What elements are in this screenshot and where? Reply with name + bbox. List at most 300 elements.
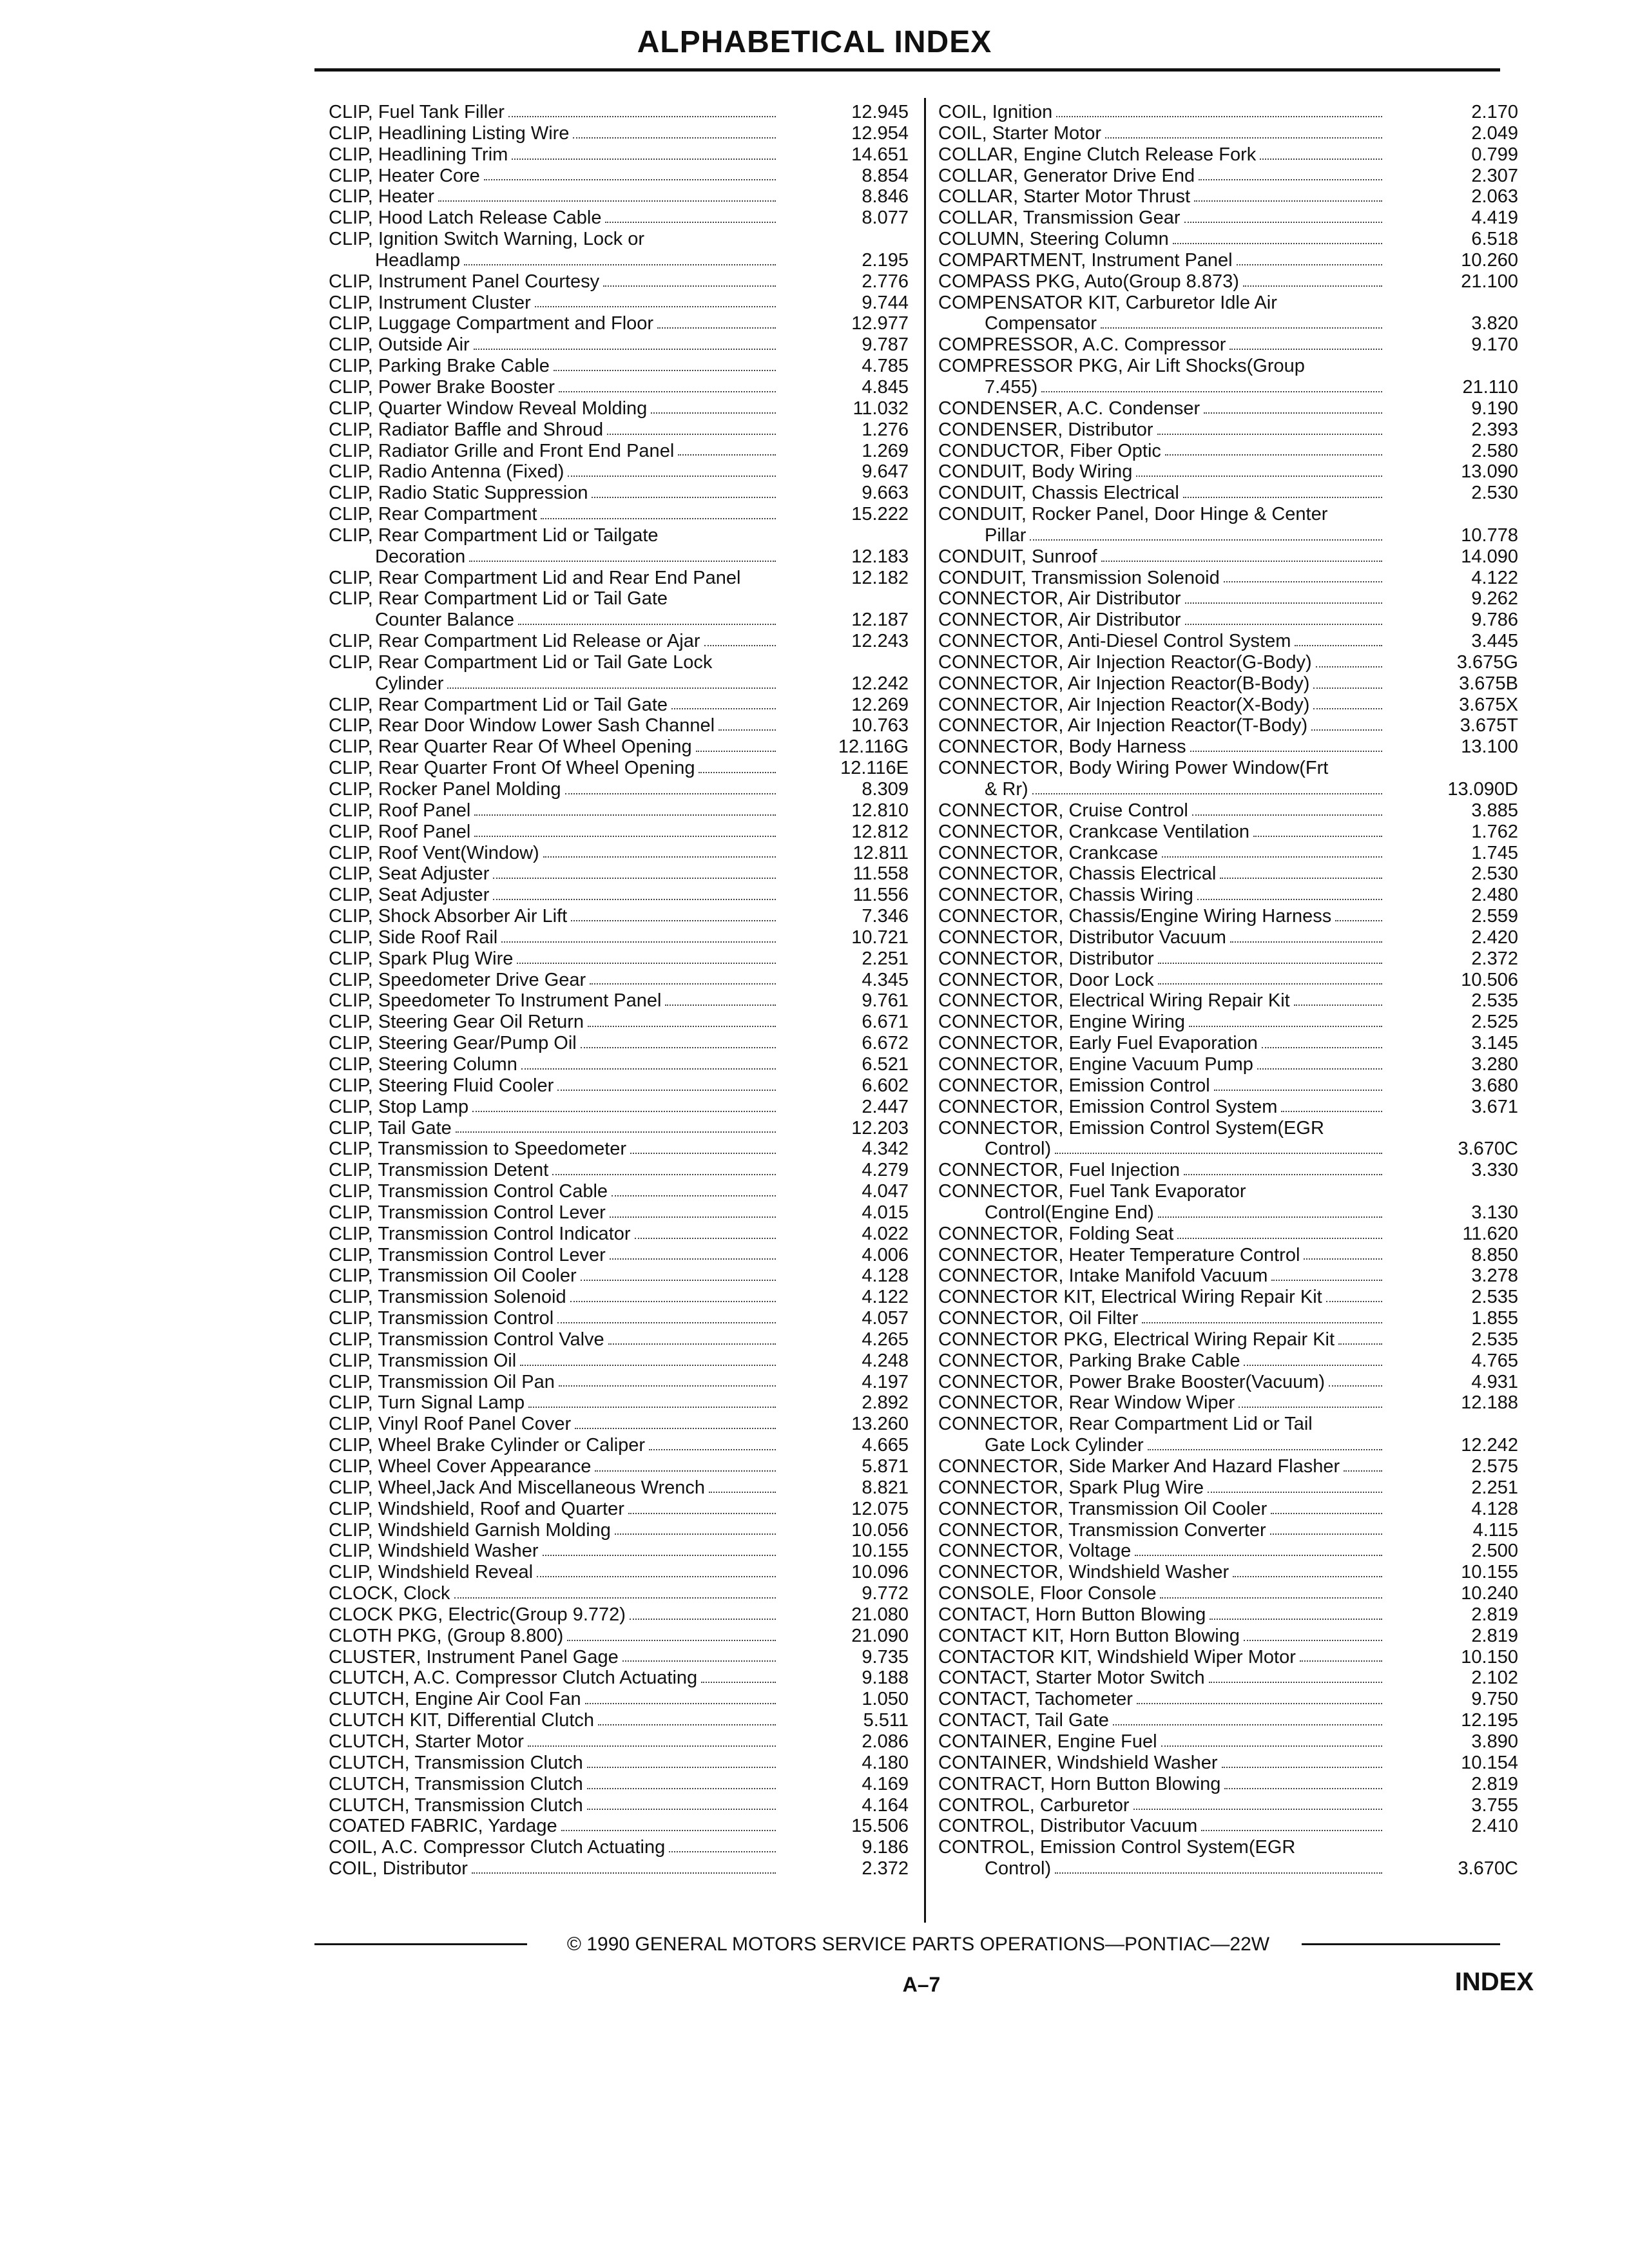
entry-reference-number: 1.745 (1471, 842, 1518, 863)
dot-leader (474, 835, 776, 837)
entry-reference-number: 6.671 (862, 1012, 909, 1033)
index-entry (938, 1816, 1518, 1837)
entry-reference-number: 11.620 (1462, 1223, 1518, 1244)
entry-description: CONNECTOR, Chassis/Engine Wiring Harness (938, 906, 1332, 927)
entry-description: CLIP, Ignition Switch Warning, Lock or (329, 229, 645, 250)
dot-leader (1281, 1110, 1382, 1112)
dot-leader (1222, 1766, 1383, 1768)
entry-reference-number: 21.100 (1461, 271, 1518, 292)
entry-reference-number: 2.530 (1471, 863, 1518, 885)
index-entry (938, 271, 1518, 293)
entry-reference-number: 2.535 (1471, 1329, 1518, 1350)
entry-description: CLIP, Radiator Baffle and Shroud (329, 419, 604, 440)
entry-reference-number: 9.262 (1471, 588, 1518, 610)
dot-leader (1177, 1237, 1382, 1239)
entry-reference-number: 4.765 (1471, 1350, 1518, 1371)
entry-description: CLIP, Seat Adjuster (329, 863, 490, 885)
dot-leader (561, 1829, 776, 1831)
dot-leader (1224, 581, 1382, 582)
dot-leader (520, 1364, 776, 1366)
entry-reference-number: 3.890 (1471, 1731, 1518, 1752)
dot-leader (1208, 1491, 1382, 1493)
entry-description: CONTROL, Carburetor (938, 1794, 1130, 1816)
dot-leader (521, 1068, 776, 1070)
entry-reference-number: 3.670C (1458, 1858, 1518, 1879)
entry-reference-number: 4.122 (1471, 567, 1518, 588)
entry-description: CONDUIT, Body Wiring (938, 461, 1133, 483)
index-entry (938, 546, 1518, 568)
index-entry (329, 1118, 909, 1139)
entry-description: CLUSTER, Instrument Panel Gage (329, 1646, 619, 1667)
index-entry (329, 1350, 909, 1372)
entry-description: CONNECTOR, Oil Filter (938, 1308, 1139, 1329)
entry-reference-number: 3.278 (1471, 1265, 1518, 1287)
column-divider (924, 98, 926, 1923)
entry-description: CLUTCH, A.C. Compressor Clutch Actuating (329, 1667, 698, 1689)
dot-leader (1030, 539, 1382, 541)
entry-description: CLIP, Luggage Compartment and Floor (329, 313, 654, 334)
entry-reference-number: 4.022 (862, 1223, 909, 1244)
dot-leader (543, 856, 776, 858)
entry-description: CLIP, Transmission Control Lever (329, 1244, 606, 1265)
entry-description-continued: Cylinder (375, 673, 444, 694)
index-entry (938, 1287, 1518, 1308)
entry-reference-number: 2.372 (862, 1858, 909, 1879)
dot-leader (484, 178, 776, 180)
entry-reference-number: 2.102 (1471, 1667, 1518, 1689)
entry-reference-number: 9.647 (862, 461, 909, 483)
dot-leader (657, 327, 776, 329)
dot-leader (438, 200, 776, 202)
entry-description: CLUTCH, Starter Motor (329, 1731, 524, 1752)
index-entry (938, 568, 1518, 589)
index-entry (329, 1689, 909, 1710)
entry-reference-number: 4.122 (862, 1287, 909, 1308)
entry-description: CONTROL, Emission Control System(EGR (938, 1837, 1296, 1858)
entry-description: CLIP, Transmission Control Indicator (329, 1223, 631, 1244)
dot-leader (1300, 1660, 1382, 1662)
entry-reference-number: 12.183 (851, 546, 909, 567)
entry-description: CONNECTOR, Air Distributor (938, 610, 1181, 631)
dot-leader (612, 1195, 776, 1196)
entry-reference-number: 6.602 (862, 1075, 909, 1096)
dot-leader (1237, 264, 1382, 265)
entry-description: CLIP, Tail Gate (329, 1117, 452, 1139)
index-entry (329, 377, 909, 398)
dot-leader (1210, 1618, 1382, 1620)
entry-description: CLIP, Rear Compartment Lid or Tail Gate (329, 694, 668, 715)
dot-leader (1158, 983, 1382, 985)
index-entry (329, 800, 909, 822)
entry-reference-number: 6.521 (862, 1053, 909, 1075)
entry-description: CONTACTOR KIT, Windshield Wiper Motor (938, 1646, 1296, 1667)
entry-description: CLUTCH, Transmission Clutch (329, 1752, 583, 1773)
index-entry (329, 990, 909, 1012)
entry-description: CLIP, Transmission Control Lever (329, 1202, 606, 1223)
dot-leader (1160, 1597, 1382, 1599)
entry-reference-number: 2.575 (1471, 1456, 1518, 1477)
entry-reference-number: 10.155 (1461, 1562, 1518, 1583)
index-entry (938, 166, 1518, 187)
entry-reference-number: 2.535 (1471, 1287, 1518, 1308)
index-entry (938, 990, 1518, 1012)
index-entry (938, 1774, 1518, 1795)
entry-reference-number: 21.080 (851, 1604, 909, 1625)
index-entry (329, 166, 909, 187)
entry-reference-number: 15.222 (851, 504, 909, 525)
index-entry (329, 1477, 909, 1499)
index-entry (938, 588, 1518, 610)
entry-reference-number: 4.665 (862, 1435, 909, 1456)
index-entry (329, 1224, 909, 1245)
entry-description: CLIP, Quarter Window Reveal Molding (329, 398, 648, 419)
entry-description: CLIP, Radio Static Suppression (329, 483, 588, 504)
dot-leader (508, 115, 776, 117)
index-entry (329, 1795, 909, 1816)
entry-description: CLIP, Windshield Garnish Molding (329, 1519, 611, 1541)
entry-description: CLIP, Rear Compartment Lid or Tail Gate (329, 588, 668, 610)
dot-leader (1101, 560, 1382, 562)
entry-description: CLIP, Transmission Oil (329, 1350, 517, 1371)
dot-leader (665, 1004, 776, 1006)
entry-reference-number: 2.393 (1471, 419, 1518, 440)
index-entry (329, 483, 909, 504)
left-index-column (329, 102, 909, 1879)
entry-description: CONNECTOR, Parking Brake Cable (938, 1350, 1240, 1371)
index-entry (329, 419, 909, 441)
index-entry (938, 144, 1518, 166)
index-entry (329, 525, 909, 568)
dot-leader (1113, 1724, 1382, 1725)
dot-leader (1135, 1554, 1382, 1556)
entry-reference-number: 12.269 (851, 694, 909, 715)
entry-reference-number: 3.145 (1471, 1033, 1518, 1054)
dot-leader (699, 771, 776, 773)
index-entry (329, 1181, 909, 1202)
entry-description: CLIP, Speedometer To Instrument Panel (329, 990, 662, 1012)
dot-leader (581, 1046, 776, 1048)
entry-description: COMPENSATOR KIT, Carburetor Idle Air (938, 292, 1277, 313)
index-entry (938, 1456, 1518, 1477)
dot-leader (1148, 1448, 1382, 1450)
section-label: INDEX (1454, 1968, 1534, 1996)
dot-leader (610, 1258, 776, 1260)
dot-leader (1311, 729, 1382, 731)
dot-leader (678, 454, 776, 456)
dot-leader (537, 1575, 776, 1577)
dot-leader (559, 1385, 776, 1387)
entry-reference-number: 3.680 (1471, 1075, 1518, 1096)
index-entry (938, 652, 1518, 673)
entry-reference-number: 9.761 (862, 990, 909, 1012)
dot-leader (590, 983, 776, 985)
entry-reference-number: 13.100 (1461, 736, 1518, 758)
entry-reference-number: 2.049 (1471, 122, 1518, 144)
dot-leader (1244, 1364, 1382, 1366)
entry-description: CLUTCH, Engine Air Cool Fan (329, 1689, 581, 1710)
dot-leader (1329, 1385, 1382, 1387)
index-entry (938, 885, 1518, 906)
dot-leader (1101, 327, 1382, 329)
dot-leader (464, 264, 776, 265)
entry-reference-number: 21.110 (1462, 376, 1518, 398)
entry-reference-number: 21.090 (851, 1625, 909, 1646)
entry-description: CLIP, Windshield, Roof and Quarter (329, 1498, 624, 1519)
entry-description: CONNECTOR, Fuel Tank Evaporator (938, 1181, 1246, 1202)
dot-leader (1326, 1300, 1382, 1302)
dot-leader (1183, 496, 1382, 498)
dot-leader (1271, 1512, 1382, 1514)
entry-description: CLIP, Rear Compartment (329, 504, 537, 525)
entry-reference-number: 12.811 (853, 842, 909, 863)
dot-leader (610, 1216, 776, 1218)
entry-reference-number: 3.675G (1456, 651, 1518, 673)
index-entry (938, 610, 1518, 631)
entry-description: CLIP, Rear Compartment Lid and Rear End Panel (329, 567, 741, 588)
entry-reference-number: 3.130 (1471, 1202, 1518, 1223)
entry-description: CLIP, Instrument Cluster (329, 292, 531, 313)
dot-leader (1244, 1639, 1382, 1641)
entry-description: CLOCK, Clock (329, 1583, 450, 1604)
entry-description: CLUTCH KIT, Differential Clutch (329, 1710, 595, 1731)
entry-description: CONNECTOR, Door Lock (938, 969, 1154, 990)
entry-description: CLIP, Windshield Reveal (329, 1562, 534, 1583)
index-entry (329, 102, 909, 123)
dot-leader (1335, 919, 1382, 921)
footer-rule-left (314, 1943, 527, 1945)
dot-leader (1262, 1046, 1382, 1048)
entry-reference-number: 2.063 (1471, 186, 1518, 207)
entry-reference-number: 11.558 (853, 863, 909, 885)
index-entry (329, 1435, 909, 1456)
index-entry (938, 398, 1518, 419)
entry-description: CONSOLE, Floor Console (938, 1583, 1157, 1604)
entry-description: CONNECTOR, Windshield Washer (938, 1562, 1229, 1583)
footer-copyright: © 1990 GENERAL MOTORS SERVICE PARTS OPERATIONS—PONTIAC—22W (566, 1934, 1270, 1955)
entry-description: CLIP, Side Roof Rail (329, 927, 498, 948)
entry-description: CLIP, Roof Vent(Window) (329, 842, 539, 863)
entry-reference-number: 11.556 (853, 885, 909, 906)
index-entry (329, 1139, 909, 1160)
entry-description: CLIP, Transmission to Speedometer (329, 1139, 627, 1160)
index-entry (329, 695, 909, 716)
entry-reference-number: 12.116G (838, 736, 909, 758)
entry-description: CONNECTOR, Spark Plug Wire (938, 1477, 1204, 1498)
entry-description: CLIP, Power Brake Booster (329, 376, 555, 398)
entry-description: COMPARTMENT, Instrument Panel (938, 249, 1233, 271)
entry-description: CONDUIT, Sunroof (938, 546, 1097, 567)
entry-description-continued: Control) (985, 1139, 1052, 1160)
index-entry (329, 271, 909, 293)
dot-leader (1214, 1089, 1382, 1091)
entry-description: CONNECTOR, Anti-Diesel Control System (938, 631, 1291, 652)
index-entry (329, 863, 909, 885)
entry-reference-number: 4.785 (862, 356, 909, 377)
index-entry (938, 102, 1518, 123)
dot-leader (718, 729, 776, 731)
entry-reference-number: 10.240 (1461, 1583, 1518, 1604)
entry-reference-number: 10.154 (1461, 1752, 1518, 1773)
dot-leader (671, 707, 776, 709)
index-entry (329, 1858, 909, 1879)
entry-description: CONTAINER, Windshield Washer (938, 1752, 1218, 1773)
dot-leader (1260, 158, 1382, 160)
entry-reference-number: 2.251 (1471, 1477, 1518, 1498)
dot-leader (557, 1321, 776, 1323)
entry-reference-number: 4.419 (1471, 207, 1518, 229)
index-entry (329, 1647, 909, 1668)
entry-description: CONNECTOR, Transmission Oil Cooler (938, 1498, 1268, 1519)
index-entry (938, 186, 1518, 207)
entry-reference-number: 10.150 (1461, 1646, 1518, 1667)
dot-leader (709, 1491, 776, 1493)
entry-reference-number: 9.750 (1471, 1689, 1518, 1710)
entry-reference-number: 3.675X (1459, 694, 1518, 715)
entry-reference-number: 8.821 (862, 1477, 909, 1498)
index-entry (329, 1372, 909, 1393)
entry-description: CLIP, Headlining Trim (329, 144, 508, 165)
dot-leader (1157, 433, 1382, 435)
index-entry (329, 1626, 909, 1647)
index-entry (329, 1816, 909, 1837)
index-entry (329, 652, 909, 695)
entry-description: CLIP, Wheel,Jack And Miscellaneous Wrench (329, 1477, 706, 1498)
index-entry (329, 588, 909, 631)
index-entry (938, 441, 1518, 462)
entry-description: CLIP, Roof Panel (329, 800, 471, 821)
dot-leader (454, 1597, 776, 1599)
entry-description: CONNECTOR KIT, Electrical Wiring Repair Kit (938, 1287, 1322, 1308)
entry-description: CLIP, Headlining Listing Wire (329, 122, 570, 144)
entry-reference-number: 12.243 (851, 631, 909, 652)
dot-leader (472, 1110, 776, 1112)
dot-leader (581, 1279, 776, 1281)
entry-description: CONNECTOR PKG, Electrical Wiring Repair Kit (938, 1329, 1335, 1350)
index-entry (938, 1499, 1518, 1520)
entry-reference-number: 12.954 (851, 122, 909, 144)
dot-leader (635, 1237, 776, 1239)
entry-description: COLLAR, Starter Motor Thrust (938, 186, 1191, 207)
entry-description: CLIP, Instrument Panel Courtesy (329, 271, 600, 292)
dot-leader (588, 1025, 776, 1027)
entry-description: CLIP, Windshield Washer (329, 1541, 539, 1562)
entry-reference-number: 10.721 (851, 927, 909, 948)
entry-reference-number: 4.180 (862, 1752, 909, 1773)
dot-leader (501, 941, 776, 943)
dot-leader (474, 814, 776, 816)
dot-leader (552, 1173, 776, 1175)
index-entry (329, 441, 909, 462)
dot-leader (587, 1766, 776, 1768)
entry-reference-number: 2.420 (1471, 927, 1518, 948)
entry-reference-number: 3.445 (1471, 631, 1518, 652)
index-entry (329, 1265, 909, 1287)
index-entry (329, 568, 909, 589)
entry-reference-number: 2.410 (1471, 1816, 1518, 1837)
entry-description: CONNECTOR, Transmission Converter (938, 1519, 1266, 1541)
entry-reference-number: 4.015 (862, 1202, 909, 1223)
index-entry (329, 144, 909, 166)
index-entry (938, 1414, 1518, 1456)
entry-reference-number: 13.090 (1461, 461, 1518, 483)
dot-leader (573, 137, 776, 139)
entry-description: CLIP, Transmission Solenoid (329, 1287, 566, 1308)
dot-leader (1136, 475, 1382, 477)
dot-leader (474, 348, 776, 350)
dot-leader (1316, 666, 1382, 668)
entry-reference-number: 4.115 (1472, 1519, 1518, 1541)
right-index-column (938, 102, 1518, 1879)
index-entry (329, 1562, 909, 1583)
entry-reference-number: 2.892 (862, 1392, 909, 1414)
index-entry (938, 334, 1518, 356)
entry-description: CONNECTOR, Engine Vacuum Pump (938, 1053, 1253, 1075)
dot-leader (541, 517, 776, 519)
dot-leader (585, 1702, 776, 1704)
dot-leader (630, 1152, 776, 1154)
entry-description: CONNECTOR, Side Marker And Hazard Flasher (938, 1456, 1340, 1477)
entry-description: COLLAR, Generator Drive End (938, 165, 1195, 186)
index-entry (938, 863, 1518, 885)
entry-reference-number: 3.820 (1471, 313, 1518, 334)
index-entry (938, 1054, 1518, 1075)
index-entry (938, 1350, 1518, 1372)
entry-description: CLIP, Rear Quarter Rear Of Wheel Opening (329, 736, 692, 758)
index-entry (329, 461, 909, 483)
entry-description: COLLAR, Engine Clutch Release Fork (938, 144, 1257, 165)
entry-description: CLIP, Rear Compartment Lid Release or Ajar (329, 631, 700, 652)
entry-reference-number: 3.755 (1471, 1794, 1518, 1816)
entry-reference-number: 4.197 (862, 1371, 909, 1392)
entry-reference-number: 9.188 (862, 1667, 909, 1689)
entry-reference-number: 4.279 (862, 1160, 909, 1181)
dot-leader (1041, 390, 1382, 392)
index-entry (329, 1308, 909, 1329)
index-entry (329, 1202, 909, 1224)
index-entry (329, 504, 909, 525)
entry-description: CLIP, Steering Gear/Pump Oil (329, 1033, 577, 1054)
index-entry (329, 779, 909, 800)
entry-description: CONNECTOR, Early Fuel Evaporation (938, 1033, 1258, 1054)
entry-reference-number: 3.675B (1459, 673, 1518, 694)
entry-reference-number: 9.663 (862, 483, 909, 504)
entry-reference-number: 4.047 (862, 1181, 909, 1202)
dot-leader (628, 1512, 776, 1514)
index-entry (329, 715, 909, 736)
entry-reference-number: 6.672 (862, 1033, 909, 1054)
entry-reference-number: 15.506 (851, 1816, 909, 1837)
entry-description: CLOCK PKG, Electric(Group 9.772) (329, 1604, 626, 1625)
entry-description: CONNECTOR, Body Harness (938, 736, 1186, 758)
index-entry (938, 970, 1518, 991)
dot-leader (1253, 835, 1382, 837)
entry-reference-number: 6.518 (1471, 229, 1518, 250)
entry-reference-number: 2.307 (1471, 165, 1518, 186)
entry-reference-number: 14.090 (1461, 546, 1518, 567)
entry-reference-number: 9.787 (862, 334, 909, 356)
index-entry (329, 1837, 909, 1858)
index-entry (938, 1626, 1518, 1647)
entry-reference-number: 12.188 (1461, 1392, 1518, 1414)
footer-rule-right (1302, 1943, 1500, 1945)
dot-leader (518, 623, 776, 625)
entry-reference-number: 2.535 (1471, 990, 1518, 1012)
dot-leader (1185, 623, 1382, 625)
dot-leader (571, 919, 776, 921)
index-entry (938, 504, 1518, 546)
index-entry (938, 1647, 1518, 1668)
entry-description: CONNECTOR, Chassis Wiring (938, 885, 1193, 906)
